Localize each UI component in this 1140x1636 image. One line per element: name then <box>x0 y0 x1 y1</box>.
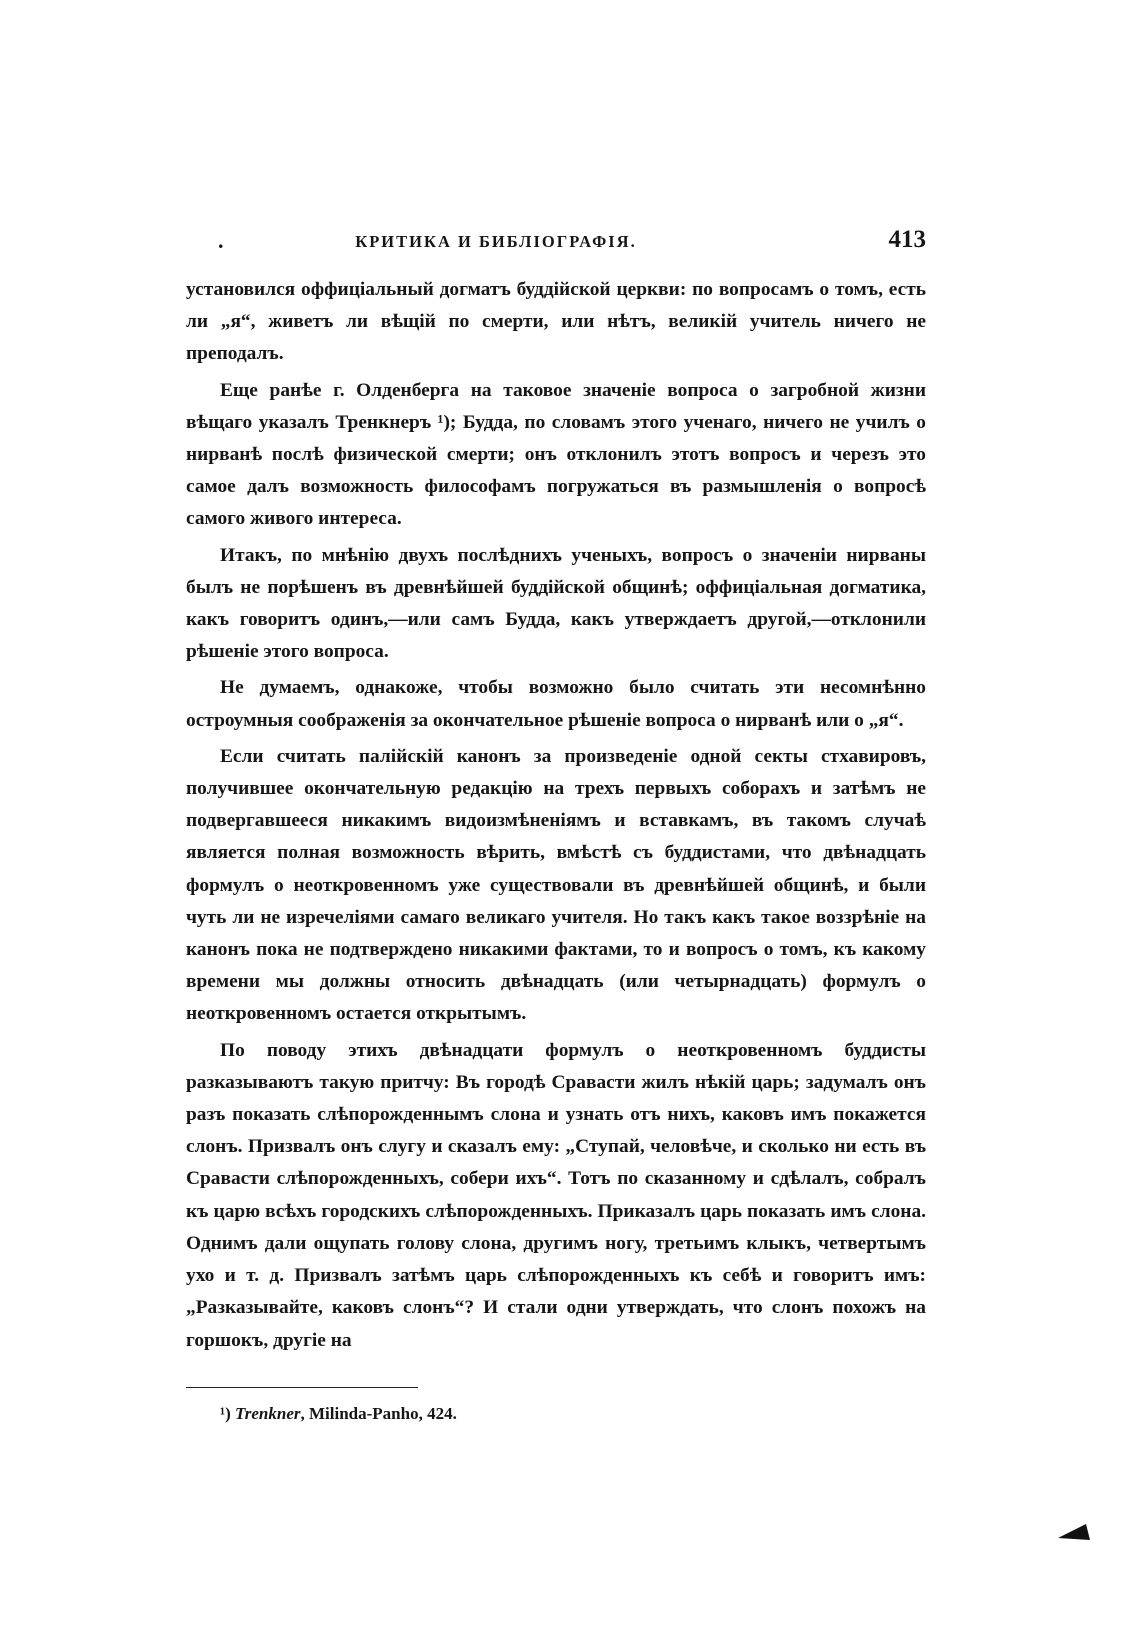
footnote-author: Trenkner <box>235 1404 301 1423</box>
running-head-title: КРИТИКА И БИБЛІОГРАФІЯ. <box>355 232 637 251</box>
page-number: 413 <box>888 226 926 253</box>
body-text <box>186 274 926 1357</box>
paragraph-1-continued: установился оффиціальный догматъ буддійской церкви: по вопросамъ о томъ, есть ли „я“, живетъ ли вѣщій по смерти, или нѣтъ, великій учитель ничего не преподалъ. <box>186 279 926 365</box>
paragraph-4: Не думаемъ, однакоже, чтобы возможно было считать эти несомнѣнно остроумныя соображенія за окончательное рѣшеніе вопроса о нирванѣ или о „я“. <box>186 677 926 731</box>
paragraph-2: Еще ранѣе г. Олденберга на таковое значеніе вопроса о загробной жизни вѣщаго указалъ Тренкнеръ ¹); Будда, по словамъ этого ученаго, ничего не училъ о нирванѣ послѣ физической смерти; онъ отклонилъ этотъ вопросъ и черезъ это самое далъ возможность философамъ погружаться въ размышленія о вопросѣ самого живого интереса. <box>186 379 926 530</box>
paragraph-5: Если считать палійскій канонъ за произведеніе одной секты стхавировъ, получившее окончательную редакцію на трехъ первыхъ соборахъ и затѣмъ не подвергавшееся никакимъ видоизмѣненіямъ и вставкамъ, въ такомъ случаѣ является полная возможность вѣрить, вмѣстѣ съ буддистами, что двѣнадцать формулъ о неоткровенномъ уже существовали въ древнѣйшей общинѣ, и были чуть ли не изречеліями самаго великаго учителя. Но такъ какъ такое воззрѣніе на канонъ пока не подтверждено никакими фактами, то и вопросъ о томъ, къ какому времени мы должны относить двѣнадцать (или четырнадцать) формулъ о неоткровенномъ остается открытымъ. <box>186 745 926 1025</box>
running-head <box>186 226 926 262</box>
footnote-marker: ¹) <box>220 1404 231 1423</box>
footnote <box>220 1404 457 1424</box>
paragraph-6: По поводу этихъ двѣнадцати формулъ о неоткровенномъ буддисты разказываютъ такую притчу: Въ городѣ Сравасти жилъ нѣкій царь; задумалъ онъ разъ показать слѣпорожденнымъ слона и узнать отъ нихъ, каковъ имъ покажется слонъ. Призвалъ онъ слугу и сказалъ ему: „Ступай, человѣче, и сколько ни есть въ Сравасти слѣпорожденныхъ, собери ихъ“. Тотъ по сказанному и сдѣлалъ, собралъ къ царю всѣхъ городскихъ слѣпорожденныхъ. Приказалъ царь показать имъ слона. Однимъ дали ощупать голову слона, другимъ ногу, третьимъ клыкъ, четвертымъ ухо и т. д. Призвалъ затѣмъ царь слѣпорожденныхъ къ себѣ и говоритъ имъ: „Разказывайте, каковъ слонъ“? И стали одни утверждать, что слонъ похожъ на горшокъ, другіе на <box>186 1039 926 1351</box>
corner-mark-icon <box>1056 1522 1092 1542</box>
footnote-source: , Milinda-Panho, 424. <box>300 1404 457 1423</box>
footnote-rule <box>186 1387 418 1388</box>
paragraph-3: Итакъ, по мнѣнію двухъ послѣднихъ ученыхъ, вопросъ о значеніи нирваны былъ не порѣшенъ въ древнѣйшей буддійской общинѣ; оффиціальная догматика, какъ говоритъ одинъ,—или самъ Будда, какъ утверждаетъ другой,—отклонили рѣшеніе этого вопроса. <box>186 544 926 663</box>
running-head-dot: . <box>218 228 224 253</box>
